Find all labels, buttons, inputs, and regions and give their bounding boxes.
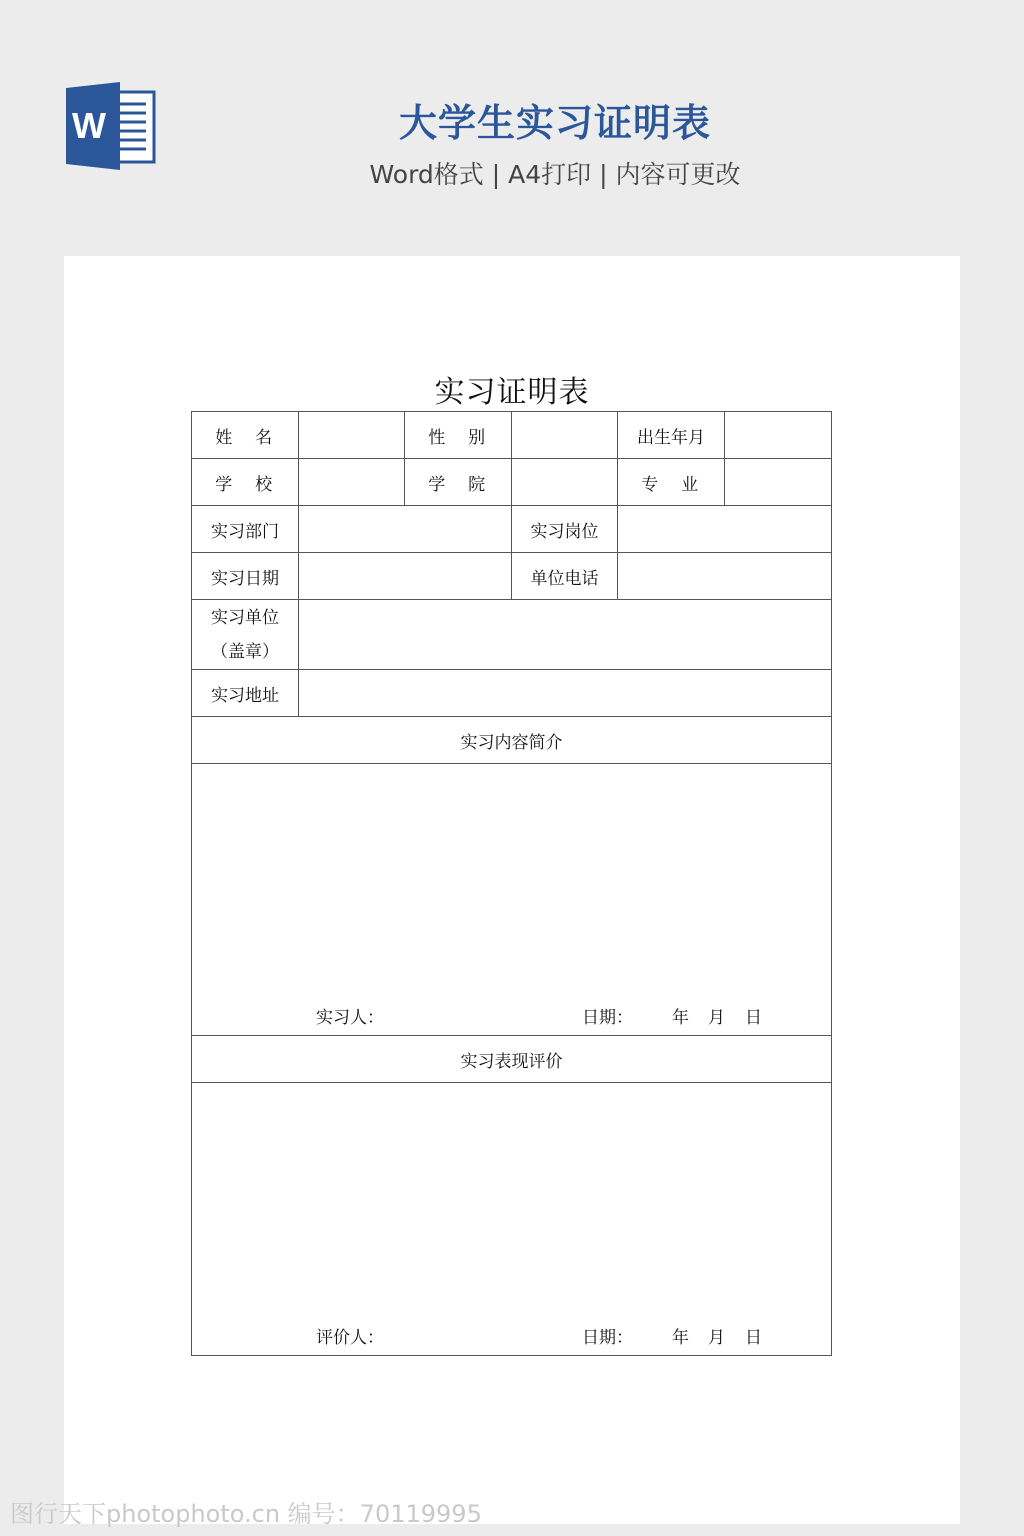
section-content-header: 实习内容简介 [192,717,832,764]
evaluation-date-label: 日期： [582,1328,633,1348]
watermark: 图行天下photophoto.cn 编号：70119995 [10,1500,482,1528]
word-icon [64,80,156,172]
label-birth: 出生年月 [618,412,725,459]
intern-signature-label: 实习人： [316,1008,384,1028]
word-icon-letter: W [72,105,106,146]
label-gender: 性别 [405,412,512,459]
label-unit-line1: 实习单位 [211,607,279,628]
label-dates: 实习日期 [192,553,299,600]
evaluator-signature-label: 评价人： [316,1328,384,1348]
label-phone: 单位电话 [512,553,618,600]
document-title: 实习证明表 [434,375,590,410]
content-signature-line [192,1003,831,1028]
label-major: 专业 [618,459,725,506]
field-department[interactable] [299,506,512,553]
section-evaluation-header: 实习表现评价 [192,1036,832,1083]
evaluation-signature-line [192,1323,831,1348]
evaluation-month-label: 月 [708,1328,725,1348]
label-college: 学院 [405,459,512,506]
internship-form [191,411,832,1356]
content-month-label: 月 [708,1008,725,1028]
content-area[interactable] [192,764,832,1036]
field-dates[interactable] [299,553,512,600]
banner-subtitle: Word格式 | A4打印 | 内容可更改 [369,160,741,189]
label-name: 姓名 [192,412,299,459]
label-position: 实习岗位 [512,506,618,553]
field-unit[interactable] [299,600,832,670]
label-address: 实习地址 [192,670,299,717]
label-unit-line2: （盖章） [211,641,279,662]
content-year-label: 年 [672,1008,689,1028]
field-position[interactable] [618,506,832,553]
field-college[interactable] [512,459,618,506]
banner-title: 大学生实习证明表 [398,101,711,145]
label-school: 学校 [192,459,299,506]
field-birth[interactable] [725,412,832,459]
evaluation-area[interactable] [192,1083,832,1356]
field-major[interactable] [725,459,832,506]
evaluation-year-label: 年 [672,1328,689,1348]
content-day-label: 日 [745,1008,762,1028]
field-address[interactable] [299,670,832,717]
content-date-label: 日期： [582,1008,633,1028]
field-name[interactable] [299,412,405,459]
field-school[interactable] [299,459,405,506]
field-gender[interactable] [512,412,618,459]
field-phone[interactable] [618,553,832,600]
label-department: 实习部门 [192,506,299,553]
label-unit [192,600,299,670]
evaluation-day-label: 日 [745,1328,762,1348]
